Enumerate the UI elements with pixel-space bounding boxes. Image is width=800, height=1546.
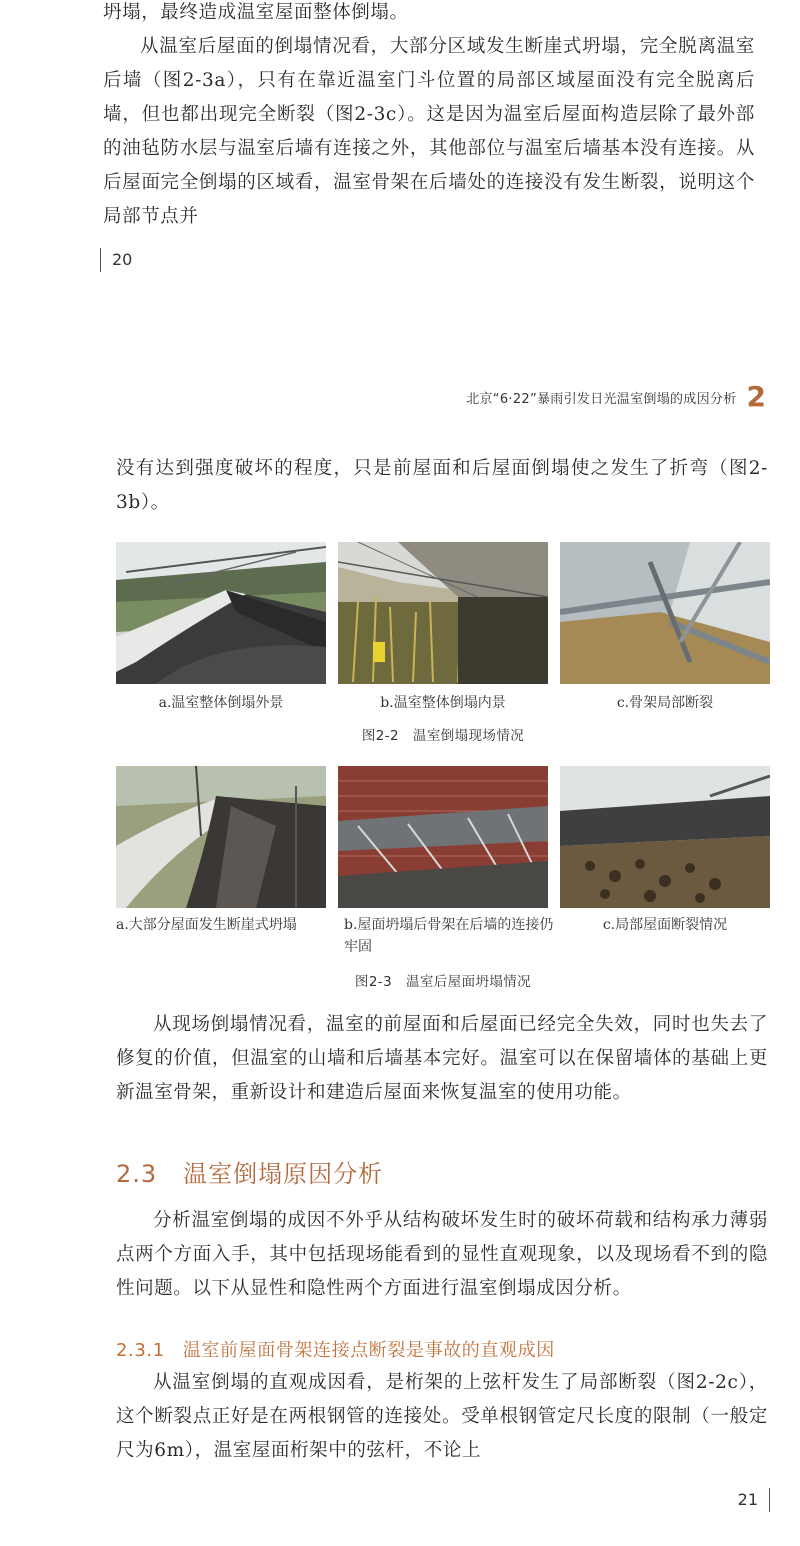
- running-head: [466, 382, 766, 412]
- caption-2-2a: a.温室整体倒塌外景: [158, 695, 284, 711]
- figure-2-3-captions: [116, 914, 770, 958]
- section-title: 温室倒塌原因分析: [183, 1160, 384, 1188]
- photo-frame-fracture: [560, 542, 770, 684]
- subsection-heading-2-3-1: [116, 1336, 555, 1362]
- caption-2-3b: b.屋面坍塌后骨架在后墙的连接仍牢固: [344, 917, 554, 955]
- photo-collapse-exterior: [116, 542, 326, 684]
- paragraph-site-status: 从现场倒塌情况看，温室的前屋面和后屋面已经完全失效，同时也失去了修复的价值，但温室的山墙和后墙基本完好。温室可以在保留墙体的基础上更新温室骨架，重新设计和建造后屋面来恢复温室的使用功能。: [116, 1014, 768, 1103]
- caption-2-3a: a.大部分屋面发生断崖式坍塌: [116, 917, 297, 933]
- section-heading-2-3: [116, 1154, 383, 1189]
- page-number-left: 20: [100, 248, 132, 272]
- figure-2-2-captions: [116, 692, 770, 714]
- photo-frame-connection-rear-wall: [338, 766, 548, 908]
- photo-rear-roof-collapse: [116, 766, 326, 908]
- page-number-right: 21: [738, 1488, 770, 1512]
- previous-page: [0, 0, 800, 305]
- caption-2-3c: c.局部屋面断裂情况: [602, 917, 728, 933]
- figure-2-3-photos: [116, 766, 770, 908]
- paragraph-continuation: 没有达到强度破坏的程度，只是前屋面和后屋面倒塌使之发生了折弯（图2-3b）。: [116, 458, 768, 513]
- paragraph-cause-analysis: 分析温室倒塌的成因不外乎从结构破坏发生时的破坏荷载和结构承力薄弱点两个方面入手，其中包括现场能看到的显性直观现象，以及现场看不到的隐性问题。以下从显性和隐性两个方面进行温室倒塌成因分析。: [116, 1210, 768, 1299]
- photo-local-roof-fracture: [560, 766, 770, 908]
- paragraph-tail: 坍塌，最终造成温室屋面整体倒塌。: [103, 2, 409, 23]
- figure-2-2-title: 图2-2 温室倒塌现场情况: [361, 728, 525, 744]
- figure-2-3-title: 图2-3 温室后屋面坍塌情况: [354, 974, 532, 990]
- section-number: 2.3: [116, 1160, 158, 1188]
- caption-2-2c: c.骨架局部断裂: [616, 695, 714, 711]
- paragraph-rear-roof-collapse: 从温室后屋面的倒塌情况看，大部分区域发生断崖式坍塌，完全脱离温室后墙（图2-3a），只有在靠近温室门斗位置的局部区域屋面没有完全脱离后墙，但也都出现完全断裂（图2-3c）。这是因为温室后屋面构造层除了最外部的油毡防水层与温室后墙有连接之外，其他部位与温室后墙基本没有连接。从后屋面完全倒塌的区域看，温室骨架在后墙处的连接没有发生断裂，说明这个局部节点并: [103, 36, 755, 227]
- caption-2-2b: b.温室整体倒塌内景: [380, 695, 506, 711]
- subsection-number: 2.3.1: [116, 1340, 165, 1361]
- subsection-title: 温室前屋面骨架连接点断裂是事故的直观成因: [182, 1340, 555, 1361]
- photo-collapse-interior: [338, 542, 548, 684]
- running-head-title: 北京“6·22”暴雨引发日光温室倒塌的成因分析: [466, 391, 737, 407]
- figure-2-2-photos: [116, 542, 770, 684]
- paragraph-direct-cause: 从温室倒塌的直观成因看，是桁架的上弦杆发生了局部断裂（图2-2c），这个断裂点正好是在两根钢管的连接处。受单根钢管定尺长度的限制（一般定尺为6m），温室屋面桁架中的弦杆，不论上: [116, 1372, 768, 1461]
- chapter-number: 2: [746, 380, 766, 413]
